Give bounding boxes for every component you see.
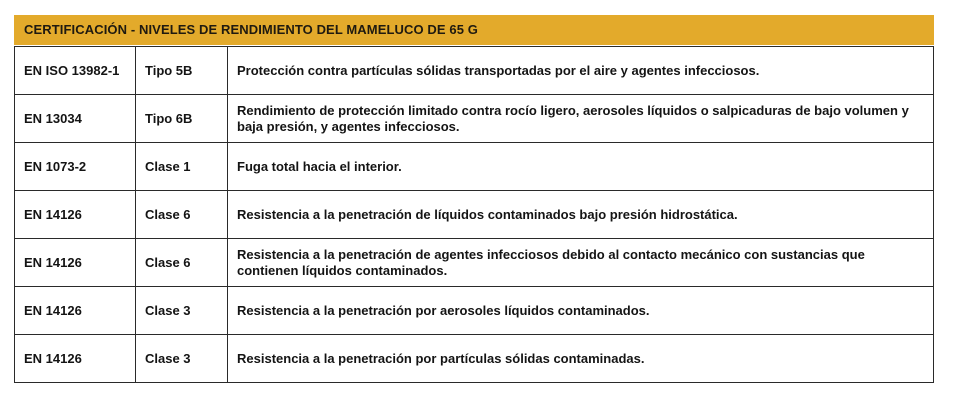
table-row [15, 47, 934, 95]
table-row [15, 191, 934, 239]
description-cell: Fuga total hacia el interior. [228, 143, 934, 191]
class-cell: Tipo 5B [136, 47, 228, 95]
description-cell: Resistencia a la penetración de líquidos contaminados bajo presión hidrostática. [228, 191, 934, 239]
class-cell: Tipo 6B [136, 95, 228, 143]
description-cell: Protección contra partículas sólidas transportadas por el aire y agentes infecciosos. [228, 47, 934, 95]
standard-cell: EN 14126 [15, 191, 136, 239]
standard-cell: EN 14126 [15, 239, 136, 287]
class-cell: Clase 3 [136, 287, 228, 335]
class-cell: Clase 1 [136, 143, 228, 191]
standard-cell: EN 14126 [15, 287, 136, 335]
table-row [15, 287, 934, 335]
table-row [15, 95, 934, 143]
table-row [15, 143, 934, 191]
description-cell: Resistencia a la penetración de agentes infecciosos debido al contacto mecánico con sustancias que contienen líquidos contaminados. [228, 239, 934, 287]
certification-table [14, 46, 934, 383]
certification-block [14, 15, 934, 383]
class-cell: Clase 6 [136, 239, 228, 287]
standard-cell: EN 14126 [15, 335, 136, 383]
description-cell: Resistencia a la penetración por aerosoles líquidos contaminados. [228, 287, 934, 335]
description-cell: Resistencia a la penetración por partículas sólidas contaminadas. [228, 335, 934, 383]
class-cell: Clase 3 [136, 335, 228, 383]
table-row [15, 335, 934, 383]
standard-cell: EN 13034 [15, 95, 136, 143]
standard-cell: EN ISO 13982-1 [15, 47, 136, 95]
certification-header-title: CERTIFICACIÓN - NIVELES DE RENDIMIENTO DEL MAMELUCO DE 65 G [14, 15, 934, 45]
standard-cell: EN 1073-2 [15, 143, 136, 191]
description-cell: Rendimiento de protección limitado contra rocío ligero, aerosoles líquidos o salpicaduras de bajo volumen y baja presión, y agentes infecciosos. [228, 95, 934, 143]
table-row [15, 239, 934, 287]
class-cell: Clase 6 [136, 191, 228, 239]
